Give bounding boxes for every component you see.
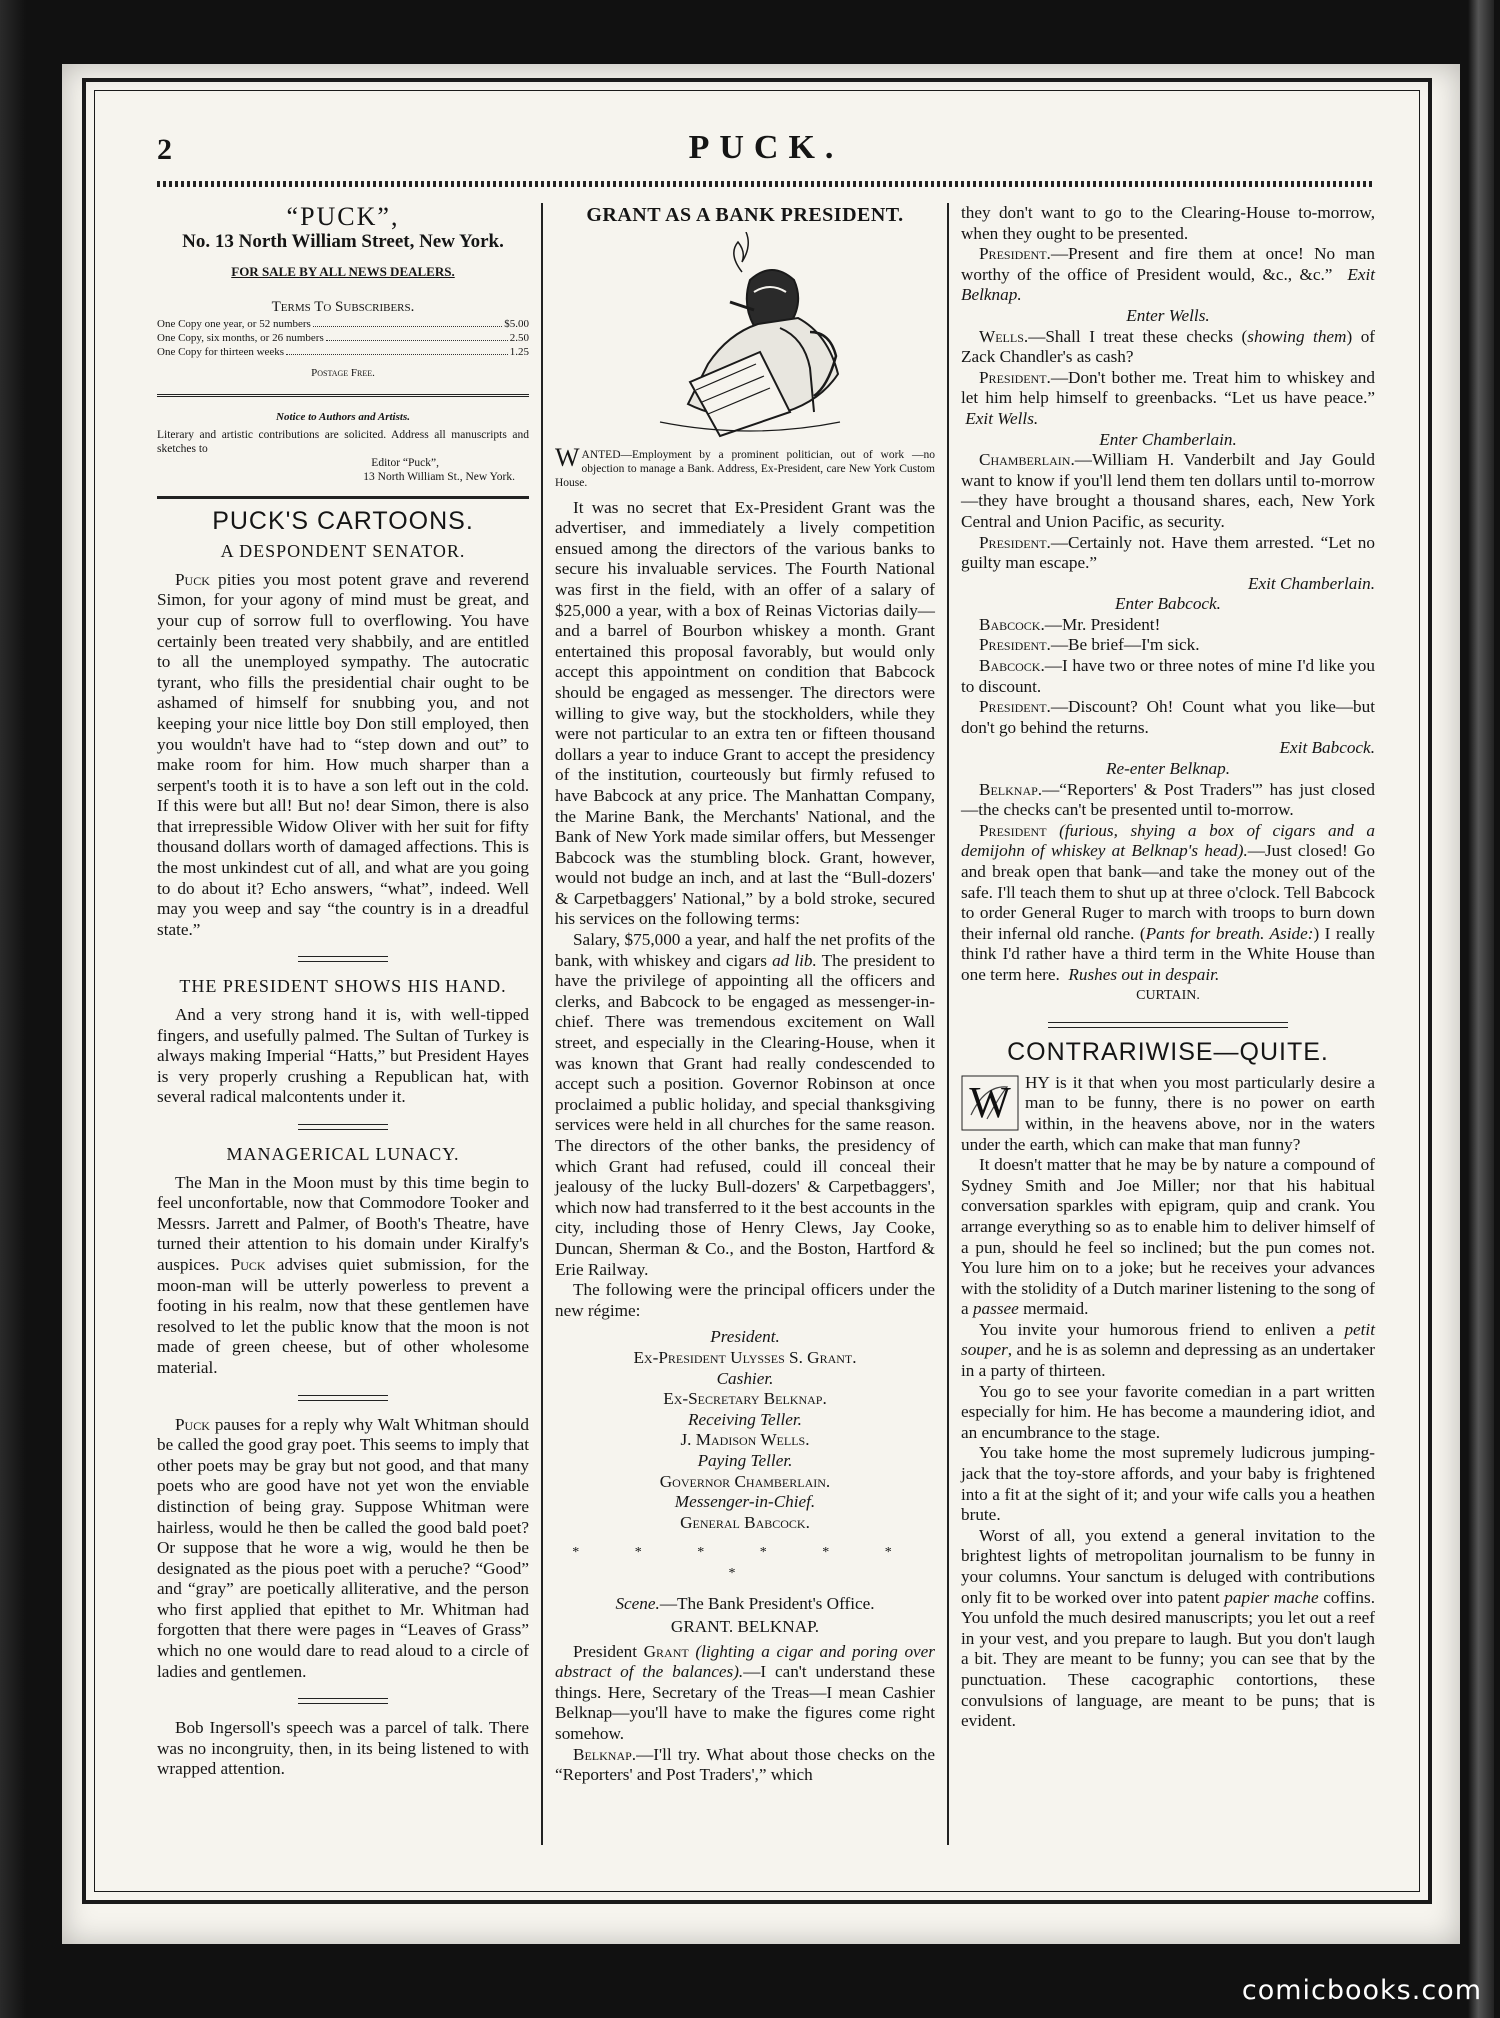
speaker: President. <box>979 635 1051 655</box>
officer-name: Governor Chamberlain. <box>659 1471 831 1491</box>
dialogue-line <box>961 368 1375 430</box>
article-despondent-senator <box>157 570 529 941</box>
masthead-title: PUCK. <box>688 129 844 166</box>
column-2 <box>555 203 935 1786</box>
stage-direction: Enter Babcock. <box>1115 594 1221 614</box>
text: —Present and fire them at once! No man worthy of the office of President would, &c., &c.” <box>961 244 1375 284</box>
article-title-president-hand: THE PRESIDENT SHOWS HIS HAND. <box>179 976 507 997</box>
terms-row <box>157 317 529 331</box>
text: —Shall I treat these checks ( <box>1028 326 1248 346</box>
scene-line <box>555 1594 935 1615</box>
column-rule-2 <box>947 203 949 1845</box>
officer-name: Ex-Secretary Belknap. <box>663 1389 827 1409</box>
dialogue-continued: they don't want to go to the Clearing-House to-morrow, when they ought to be presented. <box>961 203 1375 243</box>
article-title-grant-bank: GRANT AS A BANK PRESIDENT. <box>586 204 904 226</box>
terms-label: One Copy for thirteen weeks <box>157 346 285 359</box>
publisher-box <box>157 202 529 484</box>
masthead-rule <box>157 181 1375 187</box>
terms-price: 1.25 <box>509 346 529 359</box>
terms-price: $5.00 <box>504 318 529 331</box>
terms-row <box>157 331 529 345</box>
divider <box>1048 1022 1288 1028</box>
speaker: President <box>979 820 1047 840</box>
text: —“Reporters' & Post Traders'” has just closed—the checks can't be presented until to-morrow. <box>961 779 1375 820</box>
puck-name: Puck <box>175 1414 210 1434</box>
article-text: pauses for a reply why Walt Whitman should be called the good gray poet. This seems to imply that other poets may be gray but not good, and that many poets who are good have not yet won the enviable distinction of being gray. Suppose Whitman were hairless, would he then be called the good bald poet? Or suppose that he wore a wig, would he then be designated as the pious poet with a peruche? “Good” and “gray” are poetically alliterative, and the person who first applied that epithet to Mr. Whitman had forgotten that there were pages in “Leaves of Grass” which no one would dare to read aloud to a circle of ladies and gentlemen. <box>157 1414 529 1681</box>
postage-note: Postage Free. <box>311 367 375 380</box>
text-italic: petit souper <box>961 1319 1375 1360</box>
officer-role: President. <box>710 1327 780 1347</box>
page-edge-right <box>1468 0 1494 2018</box>
dialogue-line <box>961 615 1375 636</box>
speaker: Belknap. <box>979 779 1043 799</box>
drop-cap-letter: W <box>969 1077 1011 1127</box>
notice-title: Notice to Authors and Artists. <box>276 410 410 423</box>
page-border <box>82 78 1432 1904</box>
stage-direction: Pants for breath. Aside: <box>1145 923 1314 943</box>
drop-cap-w-icon <box>961 1075 1019 1131</box>
curtain-note: CURTAIN. <box>1136 987 1200 1003</box>
divider <box>298 1395 388 1401</box>
page-inner-border <box>94 90 1420 1892</box>
text: Worst of all, you extend a general invitation to the brightest lights of metropolitan journalism to be funny in your columns. Your sanctum is deluged with contributions only fit to be worked over into patent <box>961 1525 1375 1607</box>
officer-name: Ex-President Ulysses S. Grant. <box>633 1347 857 1367</box>
stage-direction: (lighting a cigar and poring over abstract of the balances). <box>555 1641 935 1682</box>
text: coffins. You unfold the much desired manuscripts; you let out a reef in your vest, and you prepare to laugh. But you don't laugh a bit. They are meant to be funny; you can see that by the punctuation. These cacographic contortions, these convulsions of language, are meant to be puns; that is evident. <box>961 1587 1375 1731</box>
publication-name: “PUCK”, <box>286 202 400 231</box>
text: —William H. Vanderbilt and Jay Gould want to know if you'll lend them ten dollars until to-morrow—they have brought a thousand shares, each, New York Central and Union Pacific, as security. <box>961 450 1375 531</box>
stage-direction: Re-enter Belknap. <box>1105 759 1231 779</box>
dialogue-line <box>961 780 1375 821</box>
text: —I have two or three notes of mine I'd like you to discount. <box>961 656 1375 696</box>
section-break-stars: * * * * * * * <box>572 1545 918 1581</box>
article-paragraph <box>555 930 935 1280</box>
speaker: Grant <box>643 1641 689 1661</box>
article-text: The Man in the Moon must by this time begin to feel unconfortable, now that Commodore Tooker and Messrs. Jarrett and Palmer, of Booth's Theatre, have turned their attention to his domain under Kiralfy's auspices. <box>157 1172 529 1274</box>
ad-text: ANTED—Employment by a prominent politician, out of work —no objection to manage a Bank. Address, Ex-President, care New York Custom House. <box>555 448 935 489</box>
text: —Certainly not. Have them arrested. “Let no guilty man escape.” <box>961 532 1375 573</box>
text: Salary, $75,000 a year, and half the net profits of the bank, with whiskey and cigars <box>555 930 935 970</box>
text: , and he is as solemn and depressing as an undertaker in a party of thirteen. <box>961 1340 1375 1381</box>
terms-price: 2.50 <box>509 332 529 345</box>
divider <box>298 1698 388 1704</box>
stage-direction: Exit Wells. <box>965 408 1039 428</box>
text: mermaid. <box>1018 1299 1089 1319</box>
article-ingersoll: Bob Ingersoll's speech was a parcel of talk. There was no incongruity, then, in its being listened to with wrapped attention. <box>157 1718 529 1779</box>
dialogue-belknap <box>555 1745 935 1786</box>
text-italic: passee <box>972 1299 1019 1319</box>
stage-direction: showing them <box>1247 326 1347 346</box>
editor-address: 13 North William St., New York. <box>363 470 515 483</box>
masthead <box>157 129 1375 175</box>
dialogue-line <box>961 821 1375 986</box>
text: —Don't bother me. Treat him to whiskey and let him help himself to greenbacks. “Let us have peace.” <box>961 367 1375 408</box>
scene-label: Scene. <box>615 1594 660 1614</box>
text: ) I really think I'd rather have a third term in the White House than one term here. <box>961 923 1375 984</box>
terms-table <box>157 317 529 359</box>
terms-label: One Copy one year, or 52 numbers <box>157 318 311 331</box>
text: You invite your humorous friend to enliven a <box>979 1319 1345 1339</box>
officer-role: Paying Teller. <box>697 1450 793 1470</box>
stage-direction: Exit Belknap. <box>961 264 1376 305</box>
article-paragraph <box>961 1073 1375 1155</box>
divider <box>298 956 388 962</box>
speaker: Belknap. <box>573 1744 637 1764</box>
text: —I can't understand these things. Here, Secretary of the Treas—I mean Cashier Belknap—you'll have to make the figures come right somehow. <box>555 1662 935 1744</box>
speaker: President. <box>979 697 1051 717</box>
text: —I'll try. What about those checks on the “Reporters' and Post Traders',” which <box>555 1744 935 1785</box>
text: —Mr. President! <box>1044 614 1161 634</box>
divider <box>157 496 529 499</box>
divider <box>298 1124 388 1130</box>
stage-direction: Enter Chamberlain. <box>1099 429 1237 449</box>
text: —Just closed! Go and break open that bank—and take the money out of the safe. I'll teach them to shut up at three o'clock. Tell Babcock to order General Ruger to march with troops to burn down their infernal old ranche. ( <box>961 841 1375 943</box>
dialogue-line <box>961 635 1375 656</box>
column-3 <box>961 203 1375 1732</box>
officer-name: J. Madison Wells. <box>680 1430 810 1450</box>
dialogue-line <box>961 450 1375 532</box>
article-text: pities you most potent grave and reverend Simon, for your agony of mind must be great, and your cup of sorrow full to overflowing. You have certainly been treated very shabbily, and are entitled to all the unemployed sympathy. The autocratic tyrant, who fills the presidential chair ought to be ashamed of himself for snubbing you, and not keeping your nice little boy Don still employed, then you wouldn't have had to “step down and out” to make room for him. How much sharper than a serpent's tooth it is to have a son left out in the cold. If this were but all! But no! dear Simon, there is also that irrepressible Widow Oliver with her suit for fifty thousand dollars worth of damaged affections. This is the most unkindest cut of all, and what are you going to do about it? Echo answers, “what”, indeed. Well may you weep and say “the country is in a dreadful state.” <box>157 569 529 939</box>
officer-role: Receiving Teller. <box>688 1409 802 1429</box>
article-paragraph: You go to see your favorite comedian in a part written especially for him. He has become a maundering idiot, and an encumbrance to the stage. <box>961 1381 1375 1442</box>
stage-direction: Rushes out in despair. <box>1068 964 1220 984</box>
page-edge-left <box>0 0 26 2018</box>
text-italic: ad lib. <box>772 950 817 970</box>
article-text: advises quiet submission, for the moon-man will be utterly powerless to prevent a footing in his realm, now that these gentlemen have resolved to let the public know that the moon is not made of green cheese, but of other wholesome material. <box>157 1254 529 1377</box>
text: HY is it that when you most particularly desire a man to be funny, there is no power on earth within, in the heavens above, nor in the waters under the earth, which can make that man funny? <box>961 1072 1375 1154</box>
officer-role: Messenger-in-Chief. <box>674 1492 816 1512</box>
article-paragraph <box>961 1155 1375 1320</box>
text: The president to have the privilege of appointing all the officers and clerks, and Babcock to be engaged as messenger-in-chief. There was tremendous excitement on Wall street, and especially in the Clearing-House, when it was known that Grant had really condescended to accept such a position. Governor Robinson at once proclaimed a public holiday, and special thanksgiving services were held in all churches for the same reason. The directors of the other banks, the presidency of which Grant had refused, could ill conceal their jealousy of the lucky Bull-dozers' & Carpetbaggers', which now had transferred to it the best accounts in the city, including those of Henry Clews, Jay Cooke, Duncan, Sherman & Co., and the Boston, Hartford & Erie Railway. <box>555 950 935 1279</box>
divider <box>157 394 529 397</box>
dialogue-line <box>961 656 1375 697</box>
column-1 <box>157 203 529 1780</box>
wanted-advertisement <box>555 442 935 490</box>
notice-text: Literary and artistic contributions are solicited. Address all manuscripts and sketches to <box>157 428 529 455</box>
article-managerical-lunacy <box>157 1173 529 1379</box>
grant-cartoon-illustration <box>630 232 860 442</box>
dialogue-line <box>961 244 1375 306</box>
sale-notice: FOR SALE BY ALL NEWS DEALERS. <box>231 264 455 280</box>
terms-row <box>157 345 529 359</box>
terms-label: One Copy, six months, or 26 numbers <box>157 332 324 345</box>
speaker: Babcock. <box>979 614 1045 634</box>
article-president-hand: And a very strong hand it is, with well-tipped fingers, and usefully palmed. The Sultan of Turkey is always making Imperial “Hatts,” but President Hayes is very properly crushing a Republican hat, with several radical malcontents under it. <box>157 1005 529 1107</box>
stage-direction: Enter Wells. <box>1126 305 1210 325</box>
text: —Discount? Oh! Count what you like—but don't go behind the returns. <box>961 697 1375 737</box>
column-rule-1 <box>541 203 543 1845</box>
article-title-contrariwise: CONTRARIWISE—QUITE. <box>1007 1038 1329 1067</box>
puck-name: Puck <box>175 569 210 589</box>
speaker: President. <box>979 532 1051 552</box>
dialogue-grant <box>555 1642 935 1745</box>
text: President <box>573 1641 644 1661</box>
article-title-managerical-lunacy: MANAGERICAL LUNACY. <box>226 1144 460 1164</box>
leader-dots <box>313 317 502 327</box>
leader-dots <box>326 331 508 341</box>
article-paragraph <box>961 1526 1375 1732</box>
puck-name: Puck <box>230 1254 266 1274</box>
stage-direction: (furious, shying a box of cigars and a demijohn of whiskey at Belknap's head). <box>961 820 1375 861</box>
speaker: President. <box>979 244 1051 264</box>
scene-characters: GRANT. BELKNAP. <box>670 1617 820 1637</box>
text-italic: papier mache <box>1224 1587 1319 1607</box>
text: ) of Zack Chandler's as cash? <box>961 326 1376 367</box>
dialogue-line <box>961 697 1375 738</box>
article-paragraph <box>961 1320 1375 1382</box>
stage-direction: Exit Chamberlain. <box>1248 573 1375 593</box>
article-paragraph: The following were the principal officers under the new régime: <box>555 1280 935 1320</box>
article-paragraph: It was no secret that Ex-President Grant was the advertiser, and immediately a lively competition ensued among the directors of the various banks to secure his invaluable services. The Fourth National was first in the field, with an offer of a salary of $25,000 a year, with a box of Reinas Victorias daily—and a barrel of Bourbon whiskey a month. Grant entertained this proposal favorably, but would only accept this appointment on condition that Babcock should be engaged as messenger. The directors were willing to give way, but the stockholders, while they were not particular to an extra ten or fifteen thousand dollars a year to induce Grant to accept the presidency of the institution, courteously but firmly refused to have Babcock at any price. The Manhattan Company, the Marine Bank, the Merchants' National, and the Bank of New York made similar offers, but Messenger Babcock was the stumbling block. Grant, however, would not budge an inch, and at last the “Bull-dozers' & Carpetbaggers' National,” by a bold stroke, secured his services on the following terms: <box>555 497 935 929</box>
scene-text: —The Bank President's Office. <box>659 1594 875 1614</box>
speaker: Babcock. <box>979 656 1045 676</box>
dialogue-line <box>961 327 1375 368</box>
officer-role: Cashier. <box>716 1368 774 1388</box>
article-walt-whitman <box>157 1415 529 1683</box>
watermark: comicbooks.com <box>1241 1975 1482 2006</box>
officers-list <box>555 1327 935 1533</box>
ad-initial: W <box>555 442 580 472</box>
speaker: Chamberlain. <box>979 450 1075 470</box>
article-paragraph: You take home the most supremely ludicrous jumping-jack that the toy-store affords, and your baby is frightened into a fit at the sight of it; and your wife calls you a heathen brute. <box>961 1443 1375 1525</box>
editor-line: Editor “Puck”, <box>371 456 439 469</box>
terms-heading: Terms To Subscribers. <box>271 298 415 315</box>
leader-dots <box>286 345 508 355</box>
text: —Be brief—I'm sick. <box>1050 635 1200 655</box>
speaker: Wells. <box>979 326 1029 346</box>
stage-direction: Exit Babcock. <box>1279 738 1375 758</box>
speaker: President. <box>979 367 1051 387</box>
dialogue-line <box>961 533 1375 574</box>
section-heading-cartoons: PUCK'S CARTOONS. <box>212 506 474 535</box>
text: It doesn't matter that he may be by nature a compound of Sydney Smith and Joe Miller; nor that his habitual conversation sparkles with epigram, quip and crank. You arrange everything so as to enable him to deliver himself of a pun, should he feel so inclined; but the pun comes not. You lure him on to a joke; but he receives your advances with the stolidity of a Dutch mariner listening to the song of a <box>961 1155 1375 1319</box>
page-number: 2 <box>157 133 172 166</box>
article-title-despondent-senator: A DESPONDENT SENATOR. <box>220 541 466 562</box>
officer-name: General Babcock. <box>680 1512 810 1532</box>
publication-address: No. 13 North William Street, New York. <box>182 230 504 252</box>
